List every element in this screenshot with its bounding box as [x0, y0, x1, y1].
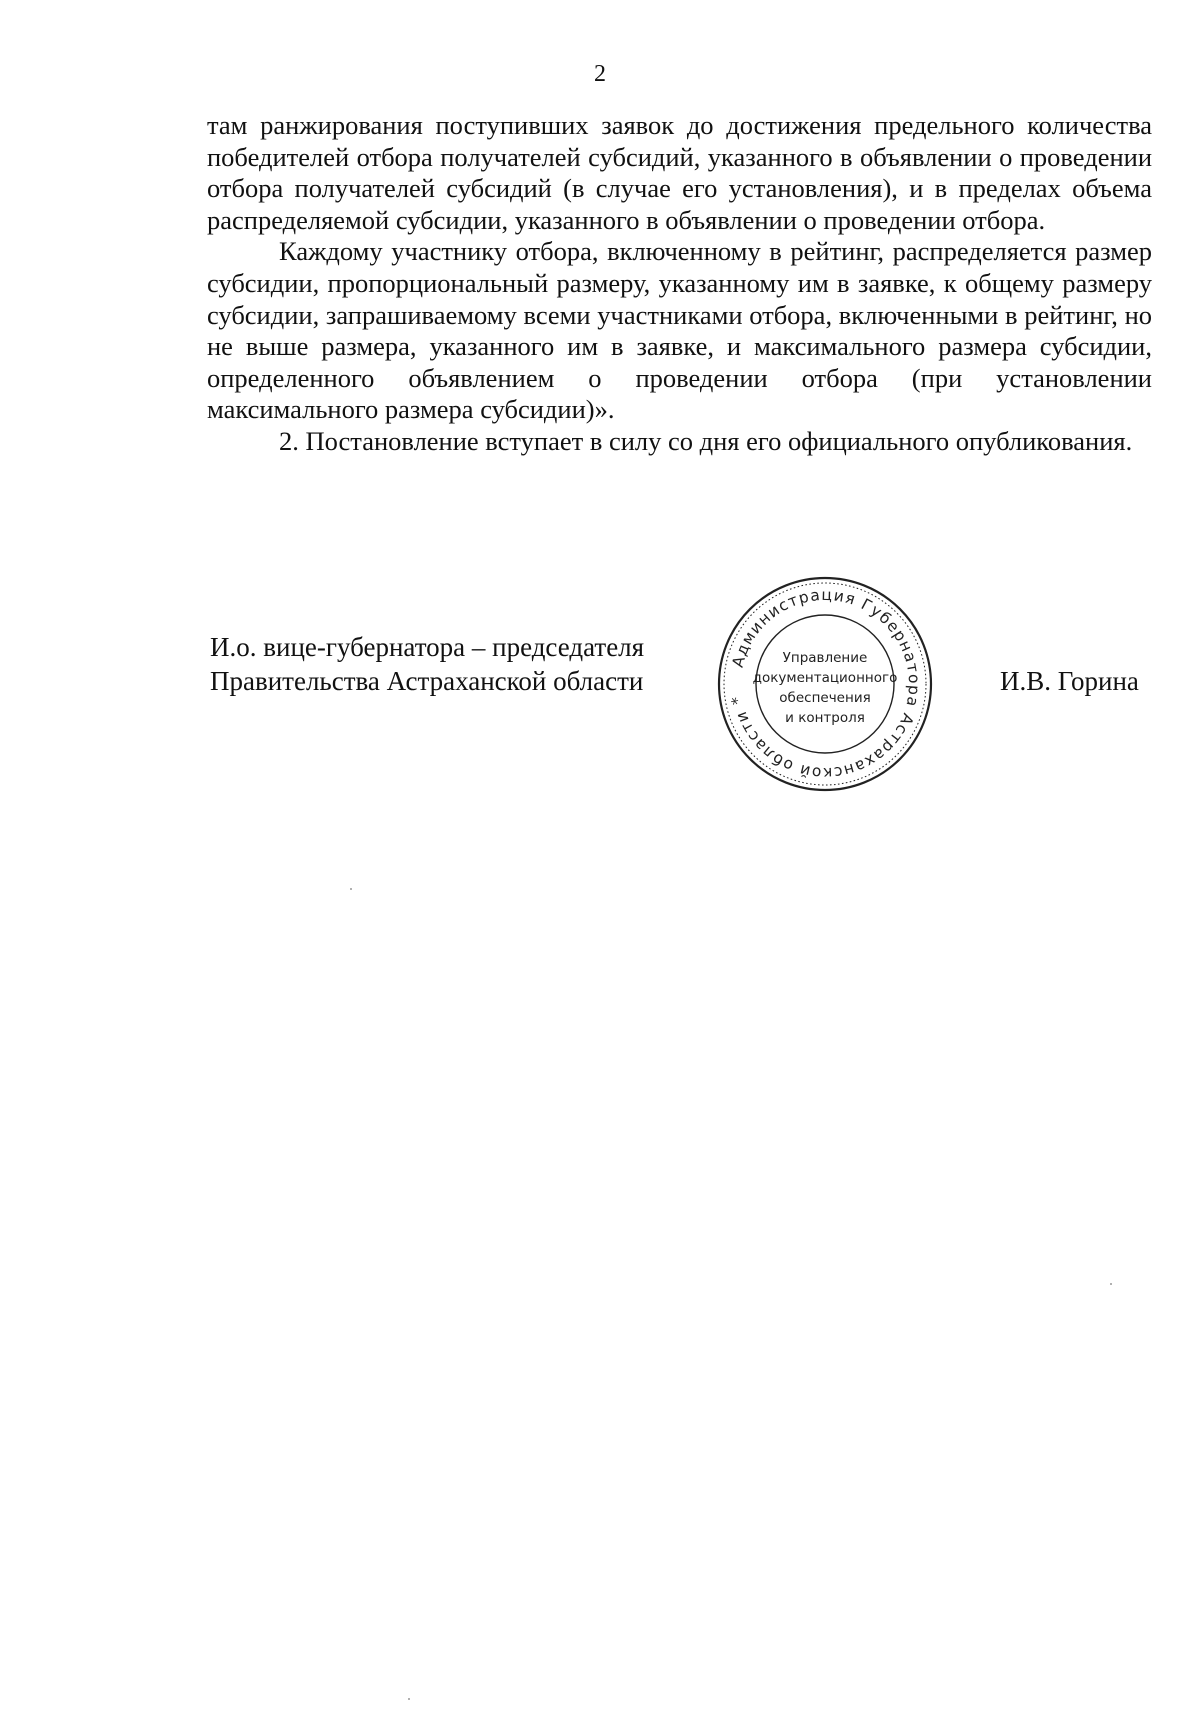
- seal-inner-line-1: Управление: [782, 650, 868, 666]
- seal-inner-line-4: и контроля: [785, 710, 865, 726]
- official-seal: [713, 572, 937, 796]
- signatory-position: [210, 630, 644, 698]
- seal-inner-line-3: обеспечения: [779, 690, 871, 706]
- scan-speck: [408, 1698, 410, 1700]
- scan-speck: [1110, 1283, 1112, 1285]
- signatory-position-line-2: Правительства Астраханской области: [210, 666, 644, 696]
- signatory-position-line-1: И.о. вице-губернатора – председателя: [210, 632, 645, 662]
- page-number: 2: [594, 61, 606, 87]
- paragraph-continuation: там ранжирования поступивших заявок до достижения предельного количества победителей отбора получателей субсидий, указанного в объявлении о проведении отбора получателей субсидий (в случае его установления), и в пределах объема распределяемой субсидии, указанного в объявлении о проведении отбора.: [207, 110, 1152, 235]
- signatory-name: И.В. Горина: [1000, 666, 1139, 696]
- paragraph-entry-into-force: 2. Постановление вступает в силу со дня его официального опубликования.: [279, 425, 1133, 456]
- seal-outer-text: Администрация Губернатора Астраханской области *: [727, 585, 924, 783]
- document-body: [207, 110, 1152, 458]
- seal-inner-line-2: документационного: [752, 670, 898, 686]
- scan-speck: [350, 888, 352, 890]
- paragraph-subsidy-distribution: Каждому участнику отбора, включенному в рейтинг, распределяется размер субсидии, пропорциональный размеру, указанному им в заявке, к общему размеру субсидии, запрашиваемому всеми участниками отбора, включенными в рейтинг, но не выше размера, указанного им в заявке, и максимального размера субсидии, определенного объявлением о проведении отбора (при установлении максимального размера субсидии)».: [207, 236, 1152, 425]
